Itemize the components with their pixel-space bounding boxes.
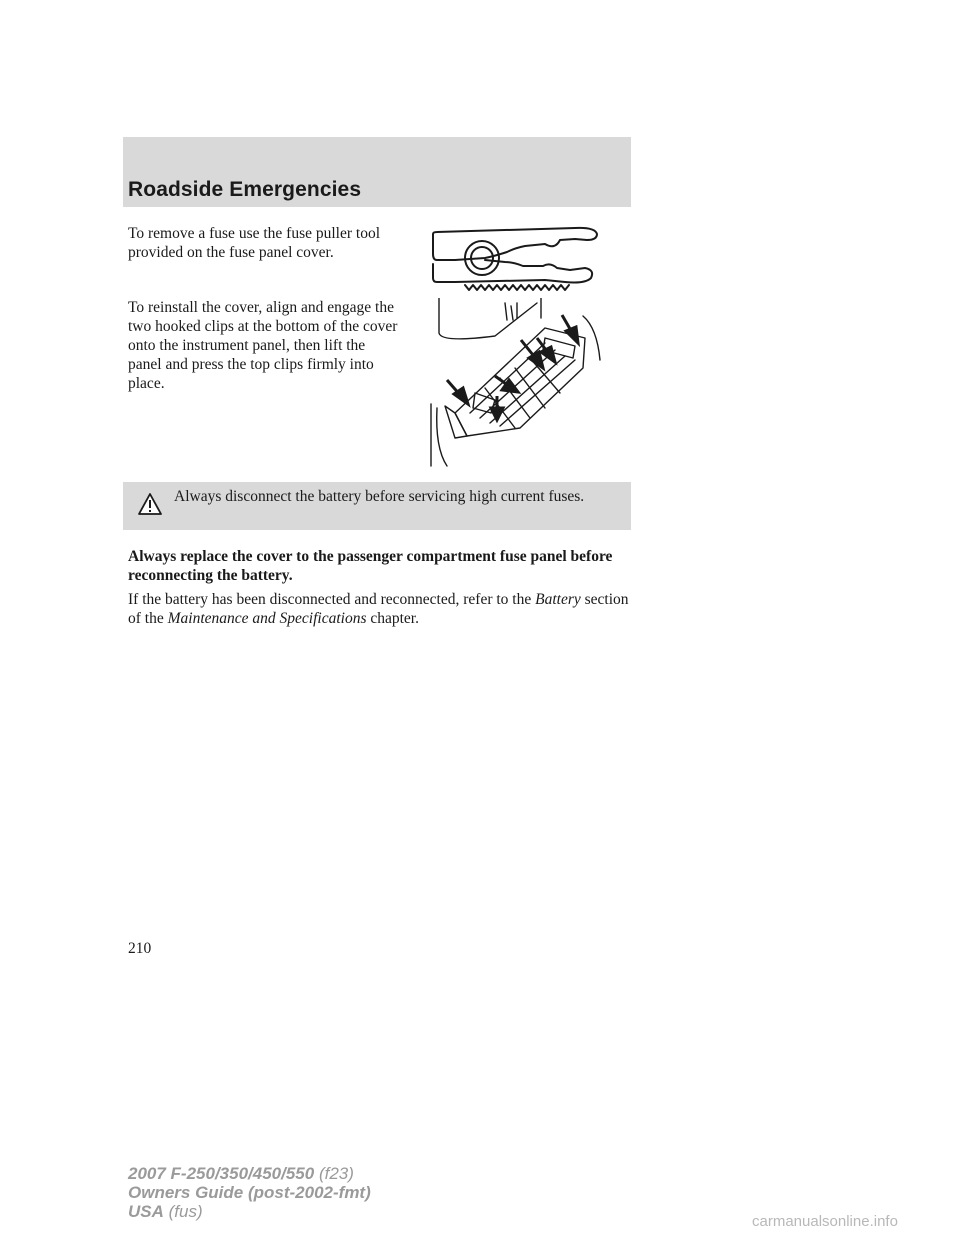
battery-reference-paragraph bbox=[128, 590, 638, 628]
footer bbox=[128, 1164, 371, 1221]
warning-box bbox=[123, 482, 631, 530]
fuse-panel-cover-illustration bbox=[425, 298, 610, 468]
footer-guide: Owners Guide (post-2002-fmt) bbox=[128, 1183, 371, 1202]
battery-reference-text: If the battery has been disconnected and reconnected, refer to the bbox=[128, 591, 536, 608]
footer-model: 2007 F-250/350/450/550 bbox=[128, 1164, 315, 1183]
reinstall-cover-paragraph: To reinstall the cover, align and engage the two hooked clips at the bottom of the cover onto the instrument panel, then lift the panel and press the top clips firmly into place. bbox=[128, 299, 398, 392]
warning-triangle-icon bbox=[137, 492, 163, 516]
watermark: carmanualsonline.info bbox=[752, 1213, 898, 1230]
footer-region-code: (fus) bbox=[163, 1202, 203, 1221]
footer-region: USA bbox=[128, 1202, 164, 1221]
fuse-removal-paragraph: To remove a fuse use the fuse puller tool provided on the fuse panel cover. bbox=[128, 225, 381, 261]
section-title: Roadside Emergencies bbox=[128, 178, 362, 201]
battery-reference-text: section of the bbox=[128, 591, 629, 627]
footer-model-code: (f23) bbox=[314, 1164, 354, 1183]
page-number: 210 bbox=[128, 940, 152, 957]
warning-text: Always disconnect the battery before servicing high current fuses. bbox=[174, 488, 585, 505]
chapter-reference: Maintenance and Specifications bbox=[167, 610, 367, 627]
battery-reference-text: chapter. bbox=[366, 610, 419, 627]
battery-section-reference: Battery bbox=[535, 591, 581, 608]
fuse-puller-illustration bbox=[425, 222, 605, 292]
bold-note: Always replace the cover to the passenger compartment fuse panel before reconnecting the battery. bbox=[128, 548, 613, 584]
